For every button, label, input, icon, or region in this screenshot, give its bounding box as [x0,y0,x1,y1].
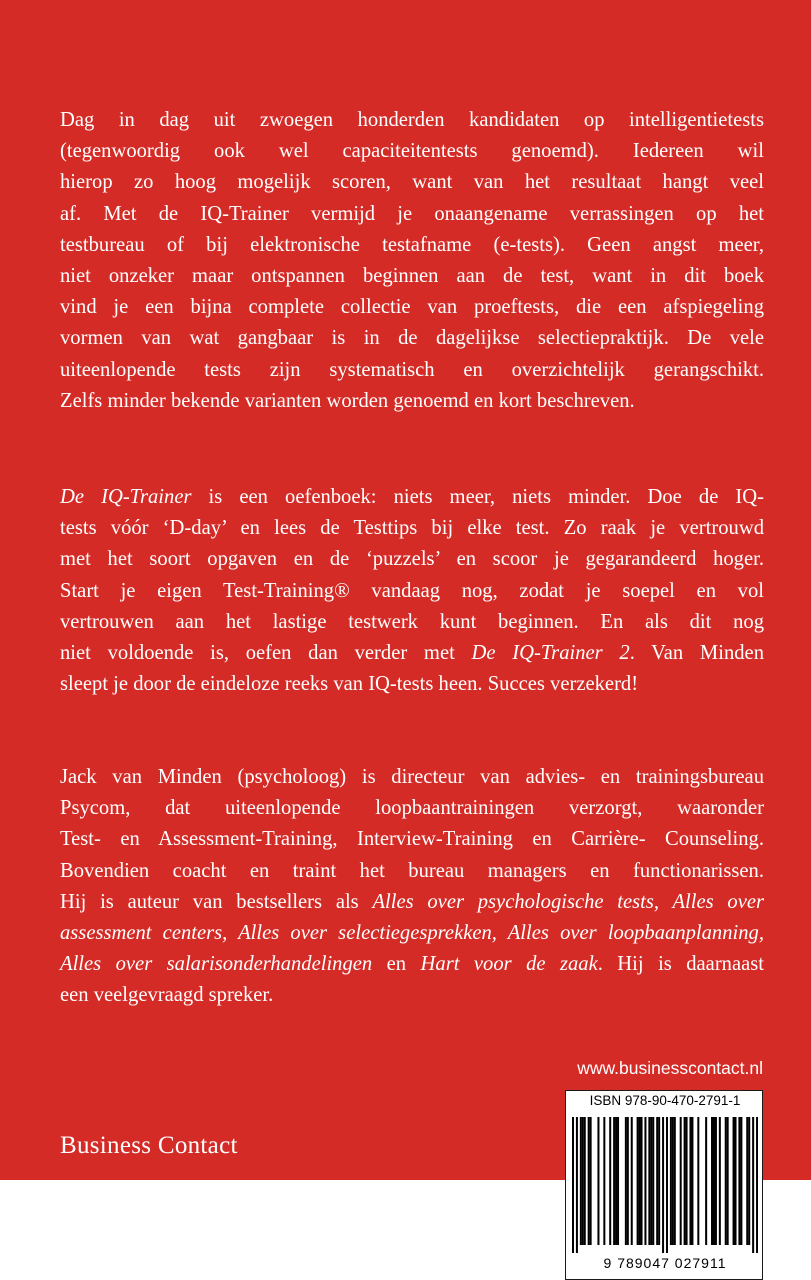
text-span: is een oefenboek: niets meer, niets minder. Doe de IQ- [191,486,764,508]
book-titles-italic: Alles over salarisonderhandelingen [60,953,373,976]
book-title-italic: De IQ-Trainer 2 [471,642,630,665]
barcode [572,1117,758,1253]
barcode-bar [658,1117,660,1245]
text-line: vertrouwen aan het lastige testwerk kunt beginnen. En als dit nog [60,610,764,633]
barcode-bar [756,1117,758,1253]
barcode-bar [597,1117,599,1245]
text-line: Dag in dag uit zwoegen honderden kandidaten op intelligentietests [60,109,764,131]
text-span: Hij is auteur van bestsellers als [60,890,373,913]
book-titles-italic: Alles over psychologische tests, Alles over [372,890,764,913]
barcode-bar [719,1117,721,1245]
barcode-bar [711,1117,713,1245]
text-line: testbureau of bij elektronische testafname (e-tests). Geen angst meer, [60,233,764,256]
text-line: vormen van wat gangbaar is in de dagelijkse selectiepraktijk. De vele [60,327,764,350]
text-line: (tegenwoordig ook wel capaciteitentests genoemd). Iedereen wil [60,140,764,163]
publisher-name: Business Contact [60,1132,238,1159]
barcode-box [565,1090,763,1280]
barcode-bar [689,1117,691,1245]
barcode-bar [733,1117,735,1245]
barcode-bar [746,1117,748,1245]
text-line: hierop zo hoog mogelijk scoren, want van het resultaat hangt veel [60,171,764,194]
barcode-bar [684,1117,686,1245]
barcode-bar [662,1117,664,1253]
barcode-bar [670,1117,672,1245]
barcode-bar [748,1117,750,1245]
text-line [60,887,764,918]
barcode-bar [644,1117,646,1245]
text-line: Start je eigen Test-Training® vandaag nog, zodat je soepel en vol [60,579,764,602]
barcode-bar [652,1117,654,1245]
barcode-bar [576,1117,578,1253]
text-line: uiteenlopende tests zijn systematisch en overzichtelijk gerangschikt. [60,358,764,381]
text-line: Zelfs minder bekende varianten worden genoemd en kort beschreven. [60,389,635,412]
barcode-bar [615,1117,617,1245]
barcode-bar [715,1117,717,1245]
isbn-number: ISBN 978-90-470-2791-1 [589,1093,741,1108]
barcode-bar [637,1117,639,1245]
barcode-bar [740,1117,742,1245]
text-line: met het soort opgaven en de ‘puzzels’ en scoor je gegarandeerd hoger. [60,548,764,571]
text-line: af. Met de IQ-Trainer vermijd je onaangename verrassingen op het [60,202,764,225]
text-line: een veelgevraagd spreker. [60,984,274,1007]
barcode-bar [580,1117,582,1245]
barcode-bar [588,1117,590,1245]
barcode-bar [725,1117,727,1245]
barcode-bar [650,1117,652,1245]
barcode-bar [631,1117,633,1245]
barcode-bar [609,1117,611,1245]
barcode-bar [705,1117,707,1245]
barcode-bar [582,1117,584,1245]
intro-paragraph [60,105,764,417]
book-titles-italic: assessment centers, Alles over selectiegesprekken, Alles over loopbaanplanning, [60,922,764,945]
publisher-website: www.businesscontact.nl [577,1058,763,1078]
barcode-bar [639,1117,641,1245]
barcode-bar [625,1117,627,1245]
text-line [60,949,764,980]
book-description-paragraph [60,482,764,700]
barcode-bar [752,1117,754,1253]
barcode-bar [680,1117,682,1245]
barcode-bar [727,1117,729,1245]
barcode-bar [697,1117,699,1245]
text-line: vind je een bijna complete collectie van proeftests, die een afspiegeling [60,296,764,319]
text-line: Bovendien coacht en traint het bureau managers en functionarissen. [60,859,764,882]
barcode-bar [666,1117,668,1253]
text-line: tests vóór ‘D-day’ en lees de Testtips bij elke test. Zo raak je vertrouwd [60,517,764,540]
ean-digits: 9 789047 027911 [603,1255,727,1271]
text-line [60,638,764,669]
barcode-bar [627,1117,629,1245]
text-line: Test- en Assessment-Training, Interview-Training en Carrière- Counseling. [60,828,764,851]
text-line: Jack van Minden (psycholoog) is directeur van advies- en trainingsbureau [60,766,764,788]
barcode-bar [648,1117,650,1245]
text-line: Psycom, dat uiteenlopende loopbaantrainingen verzorgt, waaronder [60,797,764,820]
barcode-bar [691,1117,693,1245]
text-line [60,482,764,513]
barcode-bar [613,1117,615,1245]
barcode-bar [617,1117,619,1245]
text-line: niet onzeker maar ontspannen beginnen aan de test, want in dit boek [60,265,764,288]
barcode-bar [674,1117,676,1245]
text-span: . Hij is daarnaast [597,953,764,976]
barcode-bar [738,1117,740,1245]
barcode-bar [672,1117,674,1245]
author-bio-paragraph [60,762,764,1012]
text-span: . Van Minden [629,642,764,665]
text-line: sleept je door de eindeloze reeks van IQ-tests heen. Succes verzekerd! [60,673,639,696]
barcode-bar [686,1117,688,1245]
barcode-bar [590,1117,592,1245]
barcode-bar [656,1117,658,1245]
book-titles-italic: Hart voor de zaak [420,953,598,976]
barcode-bar [572,1117,574,1253]
barcode-bar [584,1117,586,1245]
text-line [60,918,764,949]
barcode-bar [641,1117,643,1245]
barcode-bar [603,1117,605,1245]
text-span: niet voldoende is, oefen dan verder met [60,642,472,665]
barcode-bar [713,1117,715,1245]
text-span: en [372,953,421,976]
book-title-italic: De IQ-Trainer [60,486,192,508]
barcode-bar [735,1117,737,1245]
